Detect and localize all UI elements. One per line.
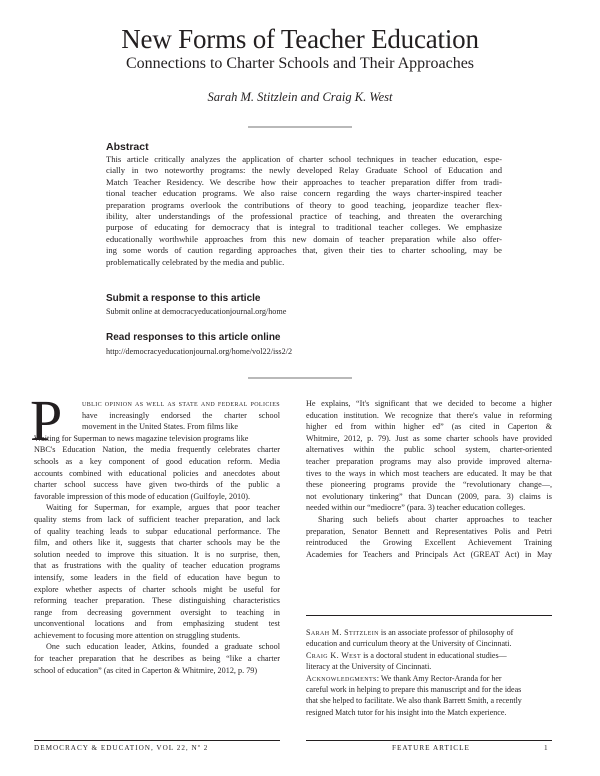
note-text: is a doctoral student in educational studies— — [361, 650, 507, 660]
body-line: of quality teaching leads to subpar educational performance. The — [34, 526, 280, 536]
footer-rule-right — [306, 740, 552, 741]
body-line: schools as a key component of good education reform. Media — [34, 456, 280, 466]
body-line: have increasingly endorsed the charter school — [82, 410, 280, 420]
body-column-left — [30, 388, 280, 676]
body-line: reforming teacher preparation. These distinguishing characteristics — [34, 596, 280, 606]
body-line: range from decreasing government oversight to teaching in — [34, 607, 280, 617]
note-line — [306, 695, 552, 706]
body-line: for teacher preparation that he describes as being “like a charter — [34, 654, 280, 664]
submit-response-heading: Submit a response to this article — [106, 293, 261, 304]
note-line — [306, 684, 552, 695]
footer-journal: DEMOCRACY & EDUCATION, VOL 22, Nº 2 — [34, 744, 209, 752]
body-line: these pioneering programs provide the “revolutionary change—, — [306, 480, 552, 490]
body-line: education institution. We recognize that there's value in reforming — [306, 410, 552, 420]
note-line — [306, 661, 552, 672]
note-line — [306, 673, 552, 684]
body-line: that as frustrations with the quality of teacher education programs — [34, 561, 280, 571]
abstract-line: cially in two noteworthy programs: the newly developed Relay Graduate School of Education and — [106, 165, 502, 176]
body-line: Academies for Teachers and Principals Act (GREAT Act) in May — [306, 549, 552, 559]
body-line: reintroduced the Growing Excellent Achievement Training — [306, 538, 552, 548]
body-line: Sharing such beliefs about charter approaches to teacher — [318, 514, 552, 524]
note-line — [306, 707, 552, 718]
body-line: unconventional locations and from emphasizing student test — [34, 619, 280, 629]
body-line: intensify, some leaders in the field of education have begun to — [34, 572, 280, 582]
note-lead: Acknowledgments — [306, 673, 377, 683]
body-column-right — [306, 398, 552, 560]
body-line: teacher preparation programs may also provide improved alterna- — [306, 456, 552, 466]
body-line: tives to the ways in which most teachers are educated. It may be that — [306, 468, 552, 478]
note-line — [306, 627, 552, 638]
body-line: He explains, “It's significant that we decided to become a higher — [306, 399, 552, 408]
footer-page-number: 1 — [544, 744, 549, 752]
body-line: needed within our “mediocre” (para. 3) teacher education colleges. — [306, 503, 526, 513]
abstract-line: ing some words of caution regarding approaches that, given their ties to charter schooling, may be — [106, 245, 502, 256]
notes-divider — [306, 615, 552, 616]
note-text: resigned Match tutor for his insight into the Match experience. — [306, 707, 507, 717]
article-title: New Forms of Teacher Education — [121, 24, 479, 54]
abstract-line: purpose of educating for democracy that is integral to traditional teacher colleges. We emphasize — [106, 222, 502, 233]
abstract-line: problematically celebrated by the media and public. — [106, 256, 285, 267]
body-line: preparation, Senator Bennett and Representatives Polis and Petri — [306, 526, 552, 536]
note-line — [306, 638, 552, 649]
body-line: film, and others like it, suggests that charter schools may be the — [34, 538, 280, 548]
abstract-heading: Abstract — [106, 141, 149, 153]
abstract-line: ibility, alter understandings of the professional practice of teaching, and threaten the overarching — [106, 211, 502, 222]
body-line: favorable impression of this mode of education (Guilfoyle, 2010). — [34, 491, 251, 501]
body-line: quality stems from lack of sufficient teacher preparation, and lack — [34, 514, 280, 524]
submit-response-link[interactable]: Submit online at democracyeducationjournal.org/home — [106, 307, 287, 316]
body-line: alternatives within the public school system, charter-oriented — [306, 445, 552, 455]
author-notes — [306, 627, 552, 718]
footer-rule-left — [34, 740, 280, 741]
body-line: Waiting for Superman to news magazine television programs like — [34, 433, 249, 443]
body-line: Whitmire, 2012, p. 79). Just as some charter schools have provided — [306, 433, 552, 443]
read-responses-heading: Read responses to this article online — [106, 332, 281, 343]
note-lead: Sarah M. Stitzlein — [306, 628, 379, 637]
note-text: is an associate professor of philosophy of — [378, 628, 514, 637]
abstract-line: This article critically analyzes the application of charter school techniques in teacher education, espe- — [106, 154, 502, 164]
body-line: solution needed to improve this situation. It is no surprise, then, — [34, 549, 280, 559]
drop-cap: P — [30, 388, 63, 453]
note-text: education and curriculum theory at the University of Cincinnati. — [306, 639, 512, 649]
footer-section: FEATURE ARTICLE — [392, 744, 470, 752]
title-divider — [248, 126, 352, 128]
abstract-line: tional teacher education programs. We also raise concern regarding the ways charter-inspired teacher — [106, 188, 502, 199]
note-text: : We thank Amy Rector-Aranda for her — [376, 673, 502, 683]
body-line: movement in the United States. From films like — [82, 422, 238, 432]
body-line: Waiting for Superman, for example, argues that poor teacher — [46, 503, 280, 513]
body-line: One such education leader, Atkins, founded a graduate school — [46, 642, 280, 652]
section-divider — [248, 377, 352, 379]
article-subtitle: Connections to Charter Schools and Their Approaches — [125, 55, 475, 72]
body-line: achievement to focusing more attention on struggling students. — [34, 630, 241, 640]
article-authors: Sarah M. Stitzlein and Craig K. West — [207, 90, 393, 104]
body-line: NBC's Education Nation, the media frequently celebrates charter — [34, 445, 280, 455]
abstract-body — [106, 154, 502, 268]
note-line — [306, 650, 552, 661]
note-text: that she helped to facilitate. We also thank Barrett Smith, a recently — [306, 696, 522, 706]
body-line: ublic opinion as well as state and federal policies — [82, 399, 280, 408]
body-line: explore whether aspects of charter schools might be useful for — [34, 584, 280, 594]
note-text: literacy at the University of Cincinnati. — [306, 662, 432, 672]
body-line: school of education” (as cited in Caperton & Whitmire, 2012, p. 79) — [34, 665, 258, 675]
body-line: accounts combined with educational policies and anecdotes about — [34, 468, 280, 478]
note-text: careful work in helping to prepare this manuscript and for the ideas — [306, 685, 522, 695]
read-responses-link[interactable]: http://democracyeducationjournal.org/home/vol22/iss2/2 — [106, 347, 293, 356]
abstract-line: Match Teacher Residency. We describe how their approaches to teacher preparation differ from tradi- — [106, 176, 502, 187]
abstract-line: preparation programs overlook the contributions of theory to good teaching, jeopardize teacher flex- — [106, 199, 502, 210]
note-lead: Craig K. West — [306, 650, 362, 660]
body-line: higher ed from within higher ed” (as cited in Caperton & — [306, 422, 552, 432]
body-line: charter school success have given two-thirds of the public a — [34, 480, 280, 490]
body-line: not evolutionary tinkering” that Duncan (2009, para. 3) claims is — [306, 491, 552, 501]
abstract-line: educationally worthwhile approaches from this new domain of teacher preparation while also offer- — [106, 233, 502, 244]
